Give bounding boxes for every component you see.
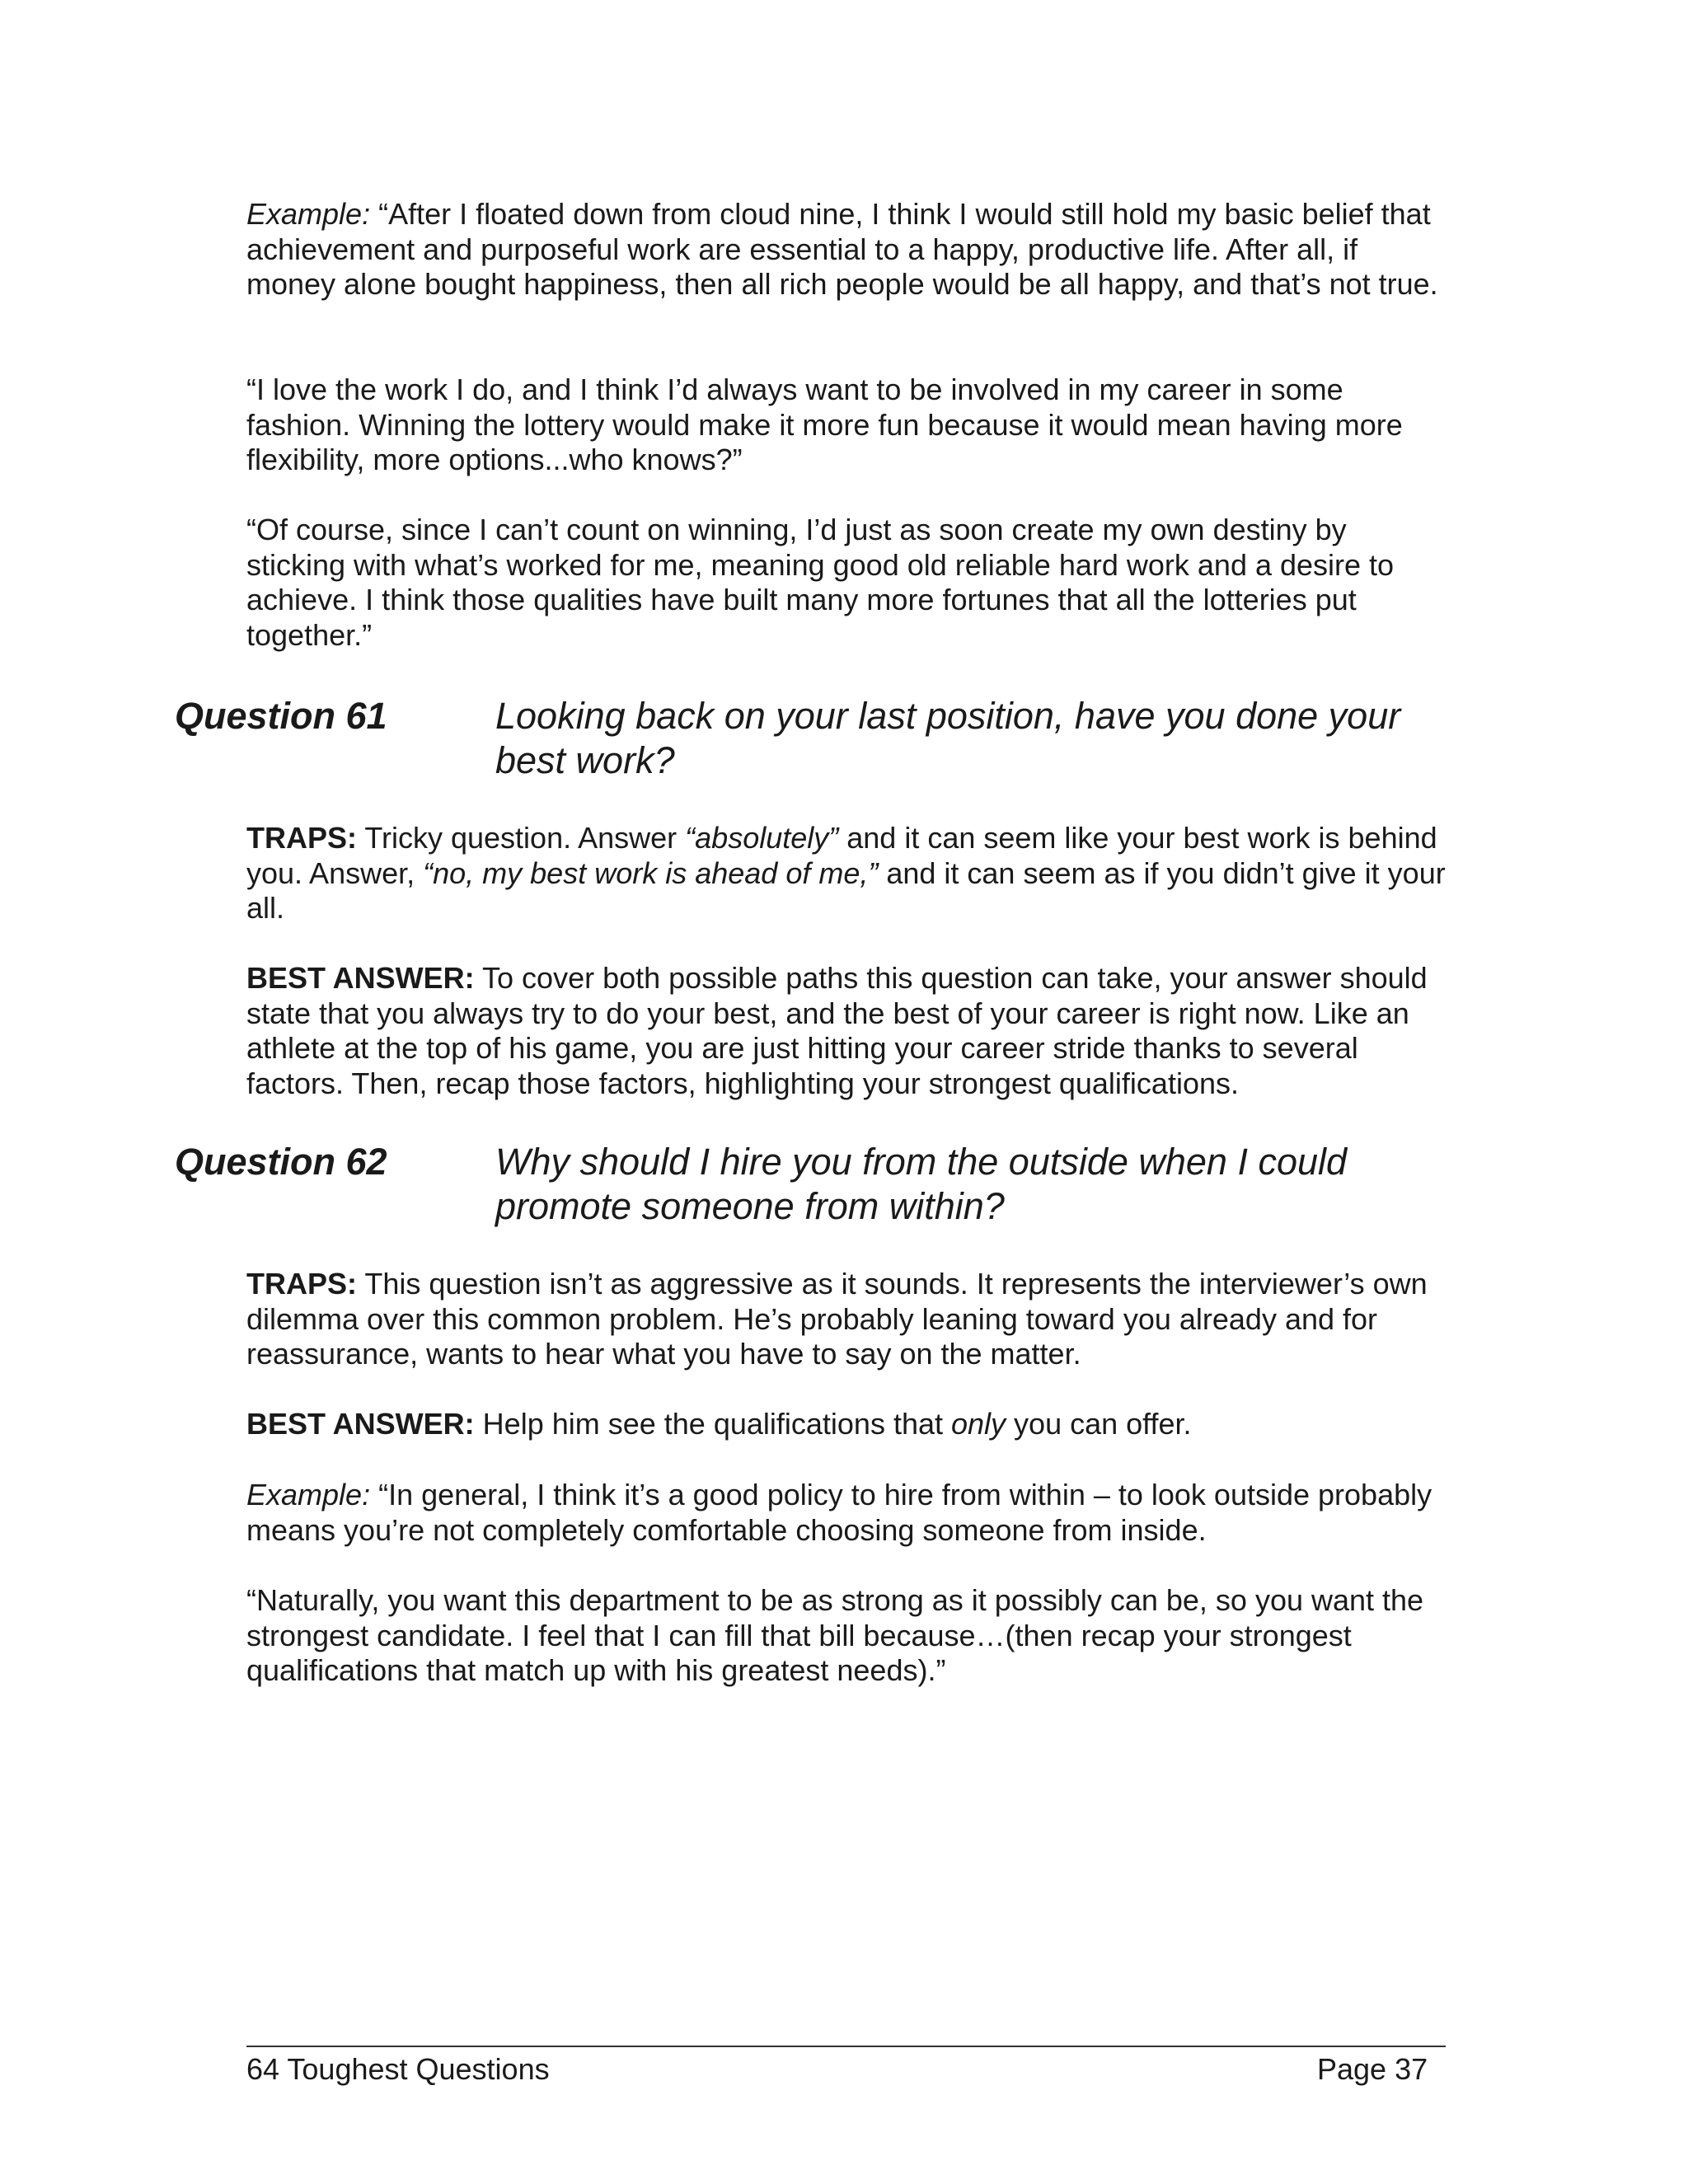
quote-paragraph: “I love the work I do, and I think I’d always want to be involved in my career in some fashion. Winning the lottery would make it more fun because it would mean having more flexibility, more options...who knows?” <box>246 373 1403 476</box>
traps-text: This question isn’t as aggressive as it sounds. It represents the interviewer’s own dilemma over this common problem. He’s probably leaning toward you already and for reassurance, wants to hear what you have to say on the matter. <box>246 1267 1428 1371</box>
traps-text: and it can seem like your best work is behind you. Answer, <box>246 821 1437 890</box>
best-answer-label: BEST ANSWER: <box>246 1407 475 1441</box>
best-answer-text: you can offer. <box>1006 1407 1192 1441</box>
example-quote-text: “After I floated down from cloud nine, I think I would still hold my basic belief that achievement and purposeful work are essential to a happy, productive life. After all, if money alone bought happiness, then all rich people would be all happy, and that’s not true. <box>246 197 1438 301</box>
traps-italic-text: “no, my best work is ahead of me,” <box>423 855 879 890</box>
example-label: Example: <box>246 197 371 231</box>
traps-text: and it can seem as if you didn’t give it your all. <box>246 855 1446 925</box>
best-answer-italic-text: only <box>951 1407 1006 1441</box>
q61-best-answer-paragraph <box>246 961 1450 1101</box>
best-answer-text: To cover both possible paths this question can take, your answer should state that you always try to do your best, and the best of your career is right now. Like an athlete at the top of his game, you are just hitting your career stride thanks to several factors. Then, recap those factors, highlighting your strongest qualifications. <box>246 961 1428 1100</box>
example-paragraph-3 <box>246 513 1450 653</box>
traps-label: TRAPS: <box>246 1267 357 1301</box>
question-text: Looking back on your last position, have you done your best work? <box>495 695 1401 781</box>
best-answer-text: Help him see the qualifications that <box>474 1407 951 1441</box>
example-quote-text: “In general, I think it’s a good policy to hire from within – to look outside probably means you’re not completely comfortable choosing someone from inside. <box>246 1478 1432 1547</box>
example-label: Example: <box>246 1478 371 1511</box>
footer-divider <box>246 2046 1446 2047</box>
traps-label: TRAPS: <box>246 821 357 855</box>
question-label: Question 61 <box>175 695 387 737</box>
example-paragraph-1 <box>246 197 1450 302</box>
question-label: Question 62 <box>175 1141 387 1183</box>
question-text: Why should I hire you from the outside when I could promote someone from within? <box>495 1141 1348 1227</box>
q62-traps-paragraph <box>246 1267 1450 1372</box>
q62-best-answer-paragraph <box>246 1407 1450 1442</box>
footer-title: 64 Toughest Questions <box>246 2052 550 2086</box>
page-number: Page 37 <box>1317 2052 1428 2086</box>
quote-paragraph: “Naturally, you want this department to be as strong as it possibly can be, so you want the strongest candidate. I feel that I can fill that bill because…(then recap your strongest qualifications that match up with his greatest needs).” <box>246 1583 1424 1687</box>
example-paragraph-2 <box>246 373 1450 478</box>
traps-text: Tricky question. Answer <box>357 821 686 855</box>
q61-traps-paragraph <box>246 821 1450 926</box>
q62-example-paragraph <box>246 1478 1450 1548</box>
quote-paragraph: “Of course, since I can’t count on winning, I’d just as soon create my own destiny by sticking with what’s worked for me, meaning good old reliable hard work and a desire to achieve. I think those qualities have built many more fortunes that all the lotteries put together.” <box>246 513 1395 652</box>
q62-closing-paragraph <box>246 1583 1450 1689</box>
traps-italic-text: “absolutely” <box>685 821 839 855</box>
best-answer-label: BEST ANSWER: <box>246 961 475 995</box>
